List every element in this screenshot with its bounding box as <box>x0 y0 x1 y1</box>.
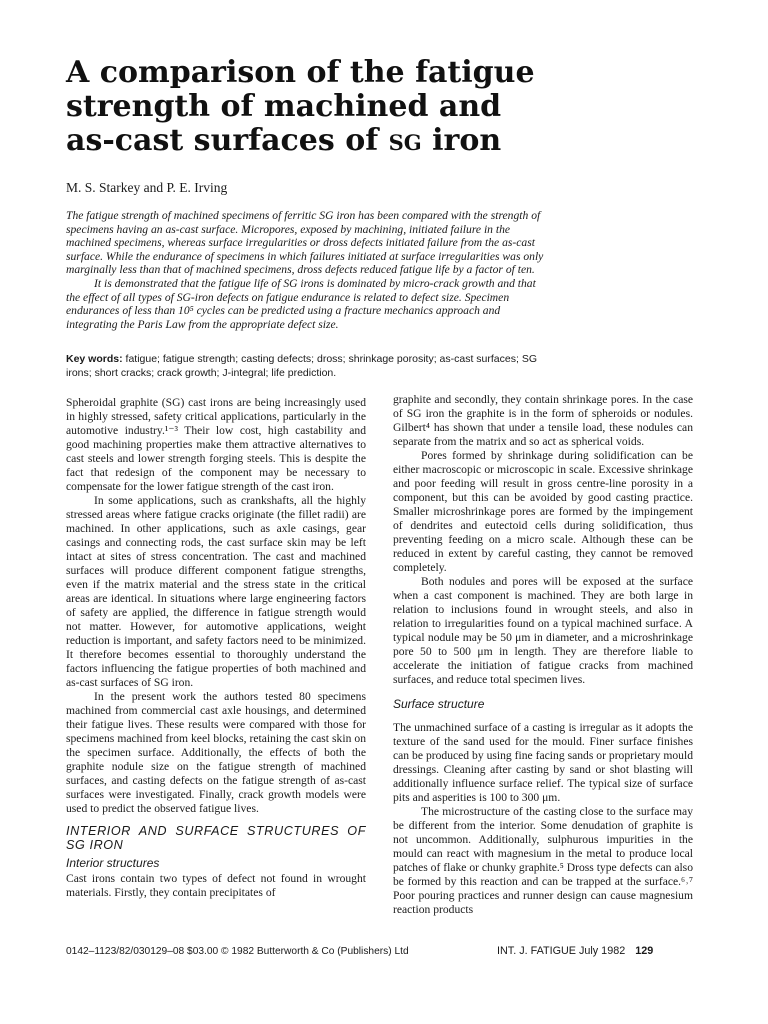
body-paragraph: In some applications, such as crankshafts, all the highly stressed areas where fatigue cracks originate (the fillet radii) are machined. In other applications, such as axle casings, gear casings and connecting rods, the cast surface skin may be left intact at sites of stress concentration. The cast and machined surfaces will produce different component fatigue strengths, even if the matrix material and the stress state in the critical areas are identical. In situations where large engineering factors of safety are applied, the difference in fatigue strength would not matter. However, for automotive applications, weight reduction is important, and safety factors need to be minimized. It therefore becomes essential to thoroughly understand the factors influencing the fatigue properties of both machined and as-cast surfaces of SG iron. <box>66 494 366 689</box>
journal-citation: INT. J. FATIGUE July 1982 <box>497 945 626 957</box>
right-column <box>393 393 693 917</box>
body-paragraph: Both nodules and pores will be exposed at the surface when a cast component is machined. They are both large in relation to inclusions found in wrought steels, and also in relation to irregularities found on a typical machined surface. A typical nodule may be 50 μm in diameter, and a microshrinkage pore 50 to 500 μm in length. They are therefore liable to accelerate the initiation of fatigue cracks from machined surfaces, and reduce total specimen lives. <box>393 575 693 686</box>
body-paragraph: The microstructure of the casting close to the surface may be different from the interior. Some denudation of graphite is not uncommon. Additionally, sulphurous impurities in the mould can react with magnesium in the metal to produce local patches of flake or chunky graphite.⁵ Dross type defects can also be formed by this reaction and can be trapped at the surface.⁶˒⁷ Poor pouring practices and runner design can cause magnesium reaction products <box>393 805 693 916</box>
body-paragraph: The unmachined surface of a casting is irregular as it adopts the texture of the sand used for the mould. Finer surface finishes can be produced by using fine facing sands or proprietary mould dressings. Cleaning after casting by sand or shot blasting will additionally influence surface relief. The typical size of surface pits and asperities is 100 to 300 μm. <box>393 721 693 804</box>
body-paragraph: graphite and secondly, they contain shrinkage pores. In the case of SG iron the graphite is in the form of spheroids or nodules. Gilbert⁴ has shown that under a tensile load, these nodules can separate from the matrix and so act as spherical voids. <box>393 393 693 448</box>
body-paragraph: Spheroidal graphite (SG) cast irons are being increasingly used in highly stressed, safety critical applications, particularly in the automotive industry.¹⁻³ Their low cost, high castability and good machining properties make them attractive alternatives to cast steels and lower strength forging steels. This is despite the fact that redesign of the component may be necessary to compensate for the lower fatigue strength of the cast iron. <box>66 396 366 493</box>
title-line-3-start: as-cast surfaces of <box>66 123 389 158</box>
subsection-heading: Surface structure <box>393 697 485 711</box>
keywords-text: fatigue; fatigue strength; casting defects; dross; shrinkage porosity; as-cast surfaces; SG irons; short cracks; crack growth; J-integral; life prediction. <box>66 353 537 379</box>
title-line-3 <box>66 124 706 158</box>
abstract <box>66 209 550 331</box>
keywords-label: Key words: <box>66 353 123 365</box>
section-heading: INTERIOR AND SURFACE STRUCTURES OF SG IRON <box>66 824 366 852</box>
keywords <box>66 352 556 380</box>
body-paragraph: In the present work the authors tested 80 specimens machined from commercial cast axle housings, and determined their fatigue lives. These results were compared with those for specimens machined from keel blocks, retaining the cast skin on the specimen surface. Additionally, the effects of both the graphite nodule size on the fatigue strength of machined surfaces, and casting defects on the fatigue strength of as-cast surfaces were investigated. Finally, crack growth models were used to predict the observed fatigue lives. <box>66 690 366 815</box>
article-title <box>66 56 706 158</box>
left-column <box>66 396 366 900</box>
authors: M. S. Starkey and P. E. Irving <box>66 180 228 195</box>
body-paragraph: Cast irons contain two types of defect not found in wrought materials. Firstly, they contain precipitates of <box>66 872 366 899</box>
title-small-caps: sg <box>388 123 422 158</box>
title-line-1: A comparison of the fatigue <box>66 55 535 90</box>
abstract-paragraph-2: It is demonstrated that the fatigue life of SG irons is dominated by micro-crack growth and that the effect of all types of SG-iron defects on fatigue endurance is related to defect size. Specimen endurances of less than 10⁵ cycles can be predicted using a fracture mechanics approach and integrating the Paris Law from the appropriate defect size. <box>66 276 536 331</box>
abstract-paragraph-1: The fatigue strength of machined specimens of ferritic SG iron has been compared with the strength of specimens having an as-cast surface. Micropores, exposed by machining, initiated failure in the machined specimens, whereas surface irregularities or dross defects initiated failure from the as-cast surface. While the endurance of specimens in which failures initiated at surface irregularities was only marginally less than that of machined specimens, dross defects reduced fatigue life by a factor of ten. <box>66 209 544 277</box>
page-number: 129 <box>635 945 654 957</box>
body-paragraph: Pores formed by shrinkage during solidification can be either macroscopic or microscopic in scale. Excessive shrinkage and poor feeding will result in gross centre-line porosity in a component, but this can be avoided by good casting practice. Smaller microshrinkage pores are formed by the impingement of dendrites and eutectoid cells during solidification, thus preventing feeding on a micro scale. Although these can be reduced in extent by careful casting, they cannot be removed completely. <box>393 449 693 574</box>
title-line-2: strength of machined and <box>66 89 502 124</box>
footer-copyright: 0142–1123/82/030129–08 $03.00 © 1982 Butterworth & Co (Publishers) Ltd <box>66 946 409 957</box>
subsection-heading: Interior structures <box>66 856 160 870</box>
footer-journal <box>497 945 653 957</box>
title-line-3-end: iron <box>421 123 502 158</box>
